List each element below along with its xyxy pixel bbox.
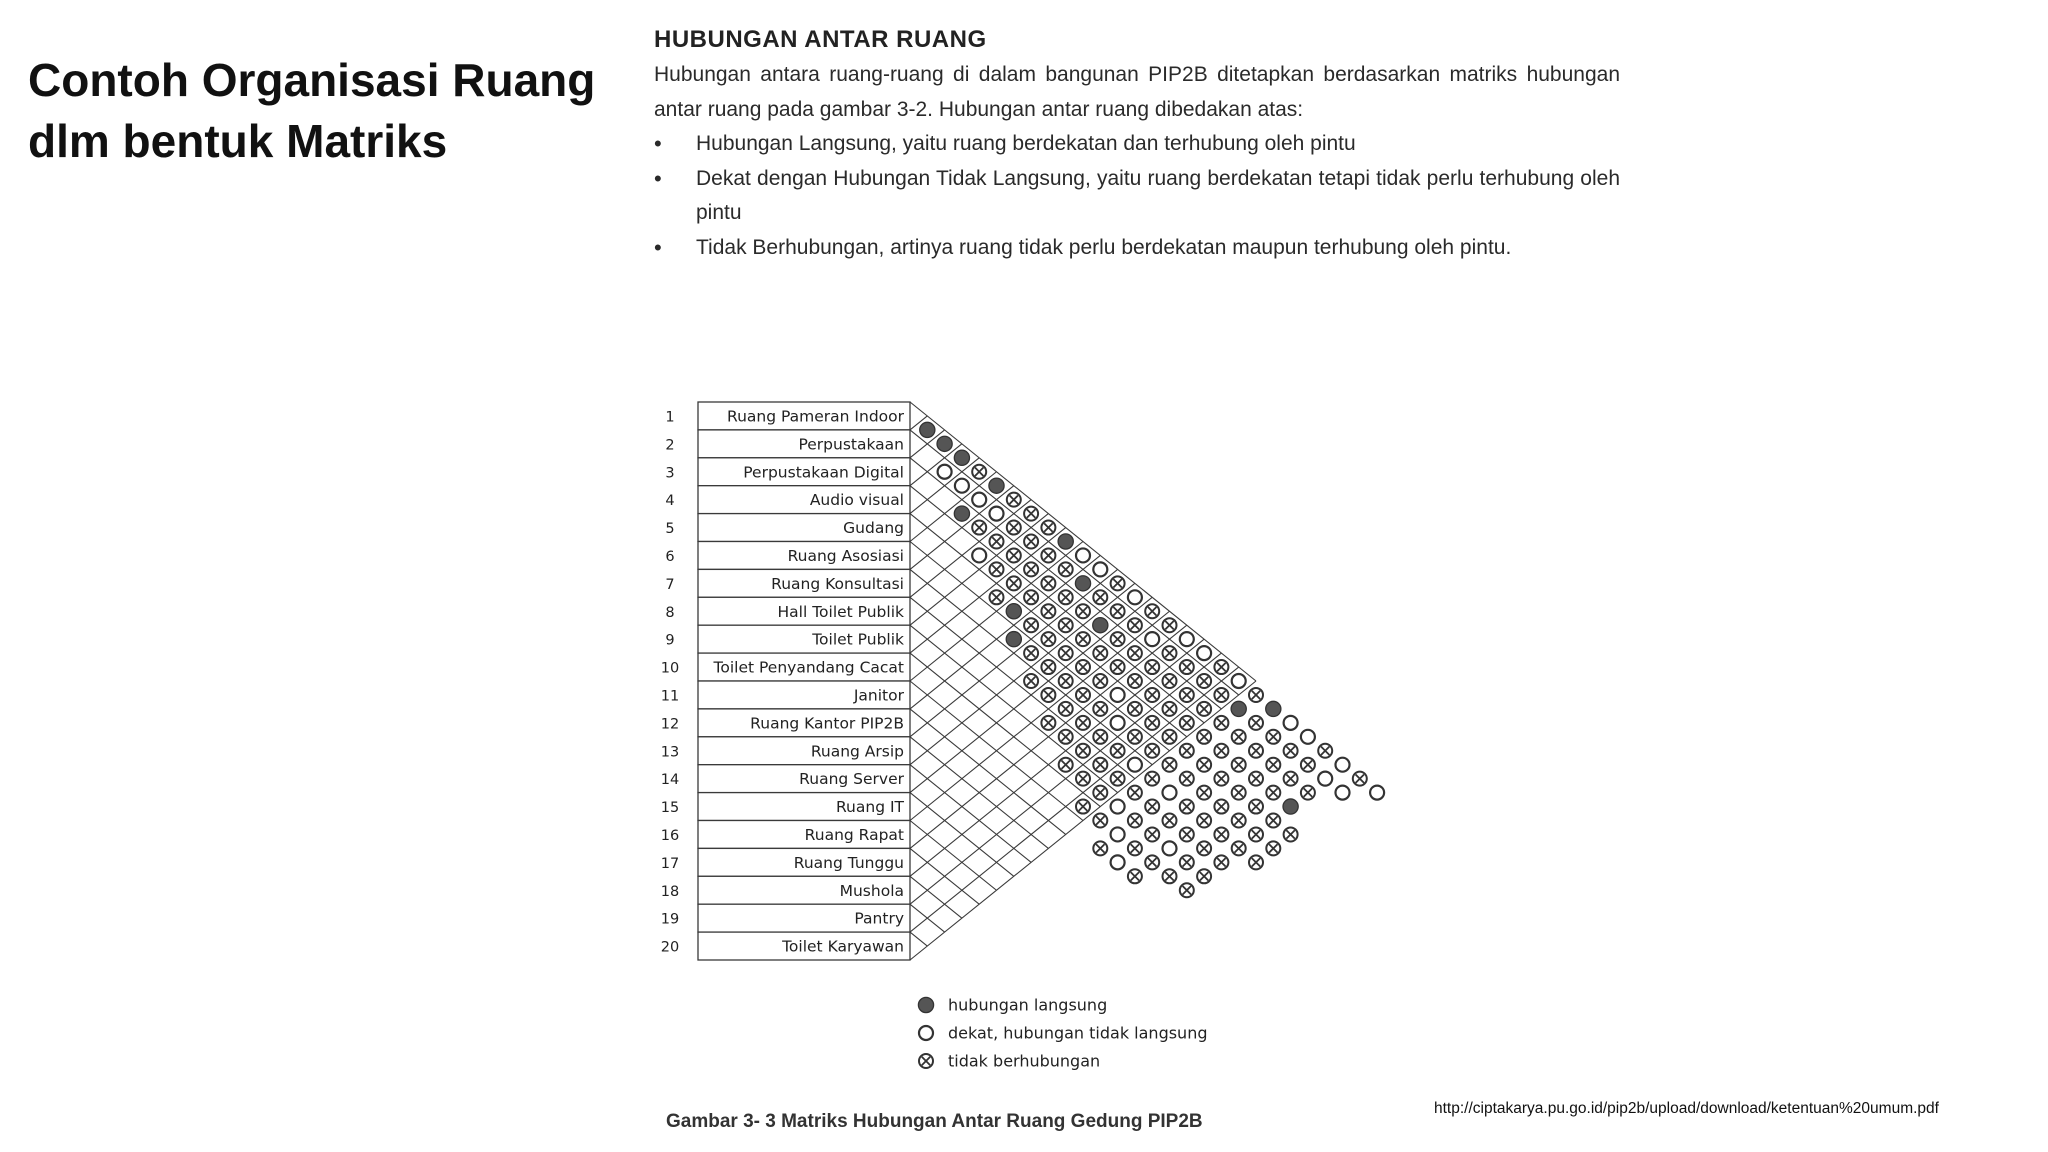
relation-none [1093,590,1107,604]
room-number: 6 [665,548,675,565]
relation-near [1197,646,1211,660]
relation-near [990,507,1004,521]
room-name: Audio visual [809,491,904,510]
relation-none [1024,562,1038,576]
relation-none [1197,730,1211,744]
relation-none [1163,674,1177,688]
relation-none [1249,744,1263,758]
relation-none [1249,688,1263,702]
relation-none [1059,674,1073,688]
relation-none [1145,604,1159,618]
relation-none [1232,814,1246,828]
room-name: Ruang Asosiasi [787,546,904,565]
slide-title-line-1: Contoh Organisasi Ruang [28,54,596,106]
relation-none [1059,702,1073,716]
room-number: 18 [660,883,680,900]
relation-none [1041,716,1055,730]
relation-near [1111,800,1125,814]
room-name: Ruang Konsultasi [771,574,904,593]
relation-none [1111,632,1125,646]
relation-none [1093,841,1107,855]
relation-near [1128,590,1142,604]
relation-none [1197,786,1211,800]
relationship-matrix [650,398,1630,1132]
relation-near [972,493,986,507]
relation-none [1145,744,1159,758]
relation-none [1024,507,1038,521]
relation-none [1232,758,1246,772]
relation-none [1163,618,1177,632]
relation-none [1024,590,1038,604]
room-name: Ruang IT [835,798,904,817]
relation-none [1180,716,1194,730]
relation-near [1076,548,1090,562]
relation-none [1163,869,1177,883]
grid-line [910,932,927,946]
relation-direct [1006,632,1021,647]
relation-none [1128,702,1142,716]
room-name: Ruang Arsip [810,742,904,761]
relation-none [1024,646,1038,660]
relation-none [1266,841,1280,855]
relation-none [1111,744,1125,758]
relation-none [1284,772,1298,786]
relation-near [1163,786,1177,800]
relation-none [1145,827,1159,841]
relation-none [1197,758,1211,772]
room-name: Gudang [843,519,904,538]
relation-none [1024,674,1038,688]
legend-none-symbol [919,1054,933,1068]
room-number: 14 [660,772,680,789]
relation-near [1336,758,1350,772]
relation-none [1128,869,1142,883]
relation-near [938,465,952,479]
relation-none [990,562,1004,576]
relation-none [990,590,1004,604]
relation-none [1128,841,1142,855]
legend-none-label: tidak berhubungan [948,1051,1101,1071]
grid-line [910,765,1031,863]
relation-none [1093,730,1107,744]
relation-none [1076,604,1090,618]
relation-none [1111,576,1125,590]
room-number: 8 [665,604,675,621]
relation-none [1249,800,1263,814]
relation-near [1163,841,1177,855]
legend-direct-symbol [918,997,933,1012]
relation-none [1041,548,1055,562]
relation-none [1180,660,1194,674]
relation-none [1266,786,1280,800]
relation-direct [954,506,969,521]
relation-direct [937,436,952,451]
relation-near [1111,716,1125,730]
relation-none [1180,883,1194,897]
room-number: 2 [665,437,675,454]
relation-none [1024,535,1038,549]
room-number: 10 [660,660,680,677]
relation-none [1197,702,1211,716]
relation-none [1059,562,1073,576]
relation-none [1163,814,1177,828]
relation-none [1163,646,1177,660]
relation-direct [1058,534,1073,549]
relation-none [1145,688,1159,702]
relation-none [1076,744,1090,758]
relation-none [1284,827,1298,841]
relation-near [1232,674,1246,688]
relation-none [1214,688,1228,702]
relation-none [1214,716,1228,730]
relation-none [1318,744,1332,758]
relation-none [1353,772,1367,786]
relation-near [1301,730,1315,744]
relation-none [1232,841,1246,855]
relation-none [1232,786,1246,800]
relation-none [1145,716,1159,730]
relation-none [1301,758,1315,772]
room-number: 9 [665,632,675,649]
room-number: 1 [665,409,675,426]
relation-none [1076,632,1090,646]
relation-none [1076,772,1090,786]
relation-none [1059,730,1073,744]
legend-near-label: dekat, hubungan tidak langsung [948,1023,1208,1043]
relation-near [1284,716,1298,730]
relation-none [1266,758,1280,772]
relation-none [1111,604,1125,618]
intro-paragraph: Hubungan antara ruang-ruang di dalam bangunan PIP2B ditetapkan berdasarkan matriks hubungan antar ruang pada gambar 3-2. Hubungan antar ruang dibedakan atas: [654,63,1620,121]
relation-none [1041,576,1055,590]
relation-none [1093,646,1107,660]
room-number: 16 [660,827,680,844]
relation-near [1318,772,1332,786]
relation-none [1128,814,1142,828]
relation-none [1111,660,1125,674]
relation-none [1163,730,1177,744]
room-number: 11 [660,688,680,705]
slide-title-line-2: dlm bentuk Matriks [28,115,448,167]
relation-none [1249,772,1263,786]
room-number: 3 [665,465,675,482]
relation-none [1093,786,1107,800]
relation-none [1128,646,1142,660]
relation-none [1059,590,1073,604]
relation-near [1128,758,1142,772]
relation-none [1076,660,1090,674]
relation-none [1301,786,1315,800]
room-name: Perpustakaan [798,435,904,454]
relation-none [1007,548,1021,562]
relation-direct [1283,799,1298,814]
relation-none [1249,716,1263,730]
room-number: 7 [665,576,675,593]
relation-none [1180,744,1194,758]
document-excerpt [654,22,1620,265]
room-name: Mushola [839,881,904,900]
relation-none [1059,646,1073,660]
relation-none [1076,800,1090,814]
relation-direct [1006,604,1021,619]
relation-none [1197,869,1211,883]
room-name: Hall Toilet Publik [777,602,904,621]
room-name: Ruang Tunggu [793,853,904,872]
relation-none [1128,730,1142,744]
relation-none [1266,814,1280,828]
relation-none [1007,493,1021,507]
relation-none [1145,800,1159,814]
figure-caption: Gambar 3- 3 Matriks Hubungan Antar Ruang Gedung PIP2B [666,1111,1203,1132]
relation-none [1145,660,1159,674]
relation-none [1214,772,1228,786]
relation-none [1093,758,1107,772]
room-number: 4 [665,493,675,510]
relation-near [955,479,969,493]
bullet-none: • Tidak Berhubungan, artinya ruang tidak perlu berdekatan maupun terhubung oleh pintu. [654,231,1620,266]
relation-none [1041,521,1055,535]
section-heading: HUBUNGAN ANTAR RUANG [654,26,987,53]
room-name: Janitor [853,686,904,705]
room-name: Perpustakaan Digital [743,463,904,482]
relation-none [1180,855,1194,869]
relation-none [1128,674,1142,688]
relation-none [1180,800,1194,814]
relation-none [1059,618,1073,632]
relation-none [1249,855,1263,869]
relation-none [1163,758,1177,772]
relation-near [1180,632,1194,646]
relation-none [1041,660,1055,674]
room-name: Pantry [854,909,904,928]
room-number: 13 [660,744,680,761]
slide-title [28,50,608,172]
room-name: Ruang Rapat [804,825,904,844]
relation-none [1232,730,1246,744]
bullet-direct: • Hubungan Langsung, yaitu ruang berdekatan dan terhubung oleh pintu [654,127,1620,162]
relation-none [1214,827,1228,841]
grid-line [910,821,997,891]
legend-near-symbol [919,1026,933,1040]
relation-none [1197,674,1211,688]
relation-type-list [654,127,1620,265]
relation-none [1180,772,1194,786]
relation-none [972,465,986,479]
relation-direct [1093,618,1108,633]
relation-none [1197,814,1211,828]
relation-none [1266,730,1280,744]
relation-none [1163,702,1177,716]
relation-near [1145,632,1159,646]
relation-none [1214,744,1228,758]
room-number: 5 [665,521,675,538]
relation-direct [920,422,935,437]
relation-direct [989,478,1004,493]
legend-direct-label: hubungan langsung [948,995,1108,1015]
room-number: 17 [660,855,680,872]
relation-none [1007,576,1021,590]
relation-near [1111,855,1125,869]
relation-none [1111,772,1125,786]
grid-line [910,430,1239,695]
room-name: Ruang Pameran Indoor [727,407,904,426]
room-number: 12 [660,716,680,733]
relation-none [1093,702,1107,716]
relation-none [1041,604,1055,618]
room-name: Ruang Server [799,770,904,789]
relation-near [972,548,986,562]
relation-none [1180,688,1194,702]
relation-direct [1266,701,1281,716]
relation-none [1214,800,1228,814]
relation-none [1284,744,1298,758]
relation-none [1249,827,1263,841]
relation-none [1197,841,1211,855]
relation-direct [954,450,969,465]
room-name: Ruang Kantor PIP2B [750,714,904,733]
grid-line [910,542,1170,751]
relation-near [1336,786,1350,800]
relation-none [1128,618,1142,632]
room-number: 19 [660,911,680,928]
relation-near [1111,688,1125,702]
relation-none [1041,688,1055,702]
relation-direct [1231,701,1246,716]
relation-none [972,521,986,535]
room-number: 15 [660,800,680,817]
relation-none [1076,716,1090,730]
relation-none [1093,814,1107,828]
relation-none [1093,674,1107,688]
relation-none [1214,855,1228,869]
relation-none [1145,772,1159,786]
relation-near [1370,786,1384,800]
source-url: http://ciptakarya.pu.go.id/pip2b/upload/download/ketentuan%20umum.pdf [1434,1100,1939,1117]
room-name: Toilet Publik [812,630,904,649]
relation-none [1041,632,1055,646]
relation-near [1111,827,1125,841]
relation-none [1076,688,1090,702]
relation-none [990,535,1004,549]
room-name: Toilet Penyandang Cacat [713,658,904,677]
relation-near [1093,562,1107,576]
relation-none [1145,855,1159,869]
relation-none [1128,786,1142,800]
relation-none [1007,521,1021,535]
bullet-near: • Dekat dengan Hubungan Tidak Langsung, yaitu ruang berdekatan tetapi tidak perlu terhubung oleh pintu [654,162,1620,231]
relation-none [1059,758,1073,772]
relation-none [1024,618,1038,632]
room-name: Toilet Karyawan [782,937,904,956]
relation-none [1180,827,1194,841]
relation-direct [1075,576,1090,591]
relation-none [1214,660,1228,674]
room-number: 20 [660,939,680,956]
